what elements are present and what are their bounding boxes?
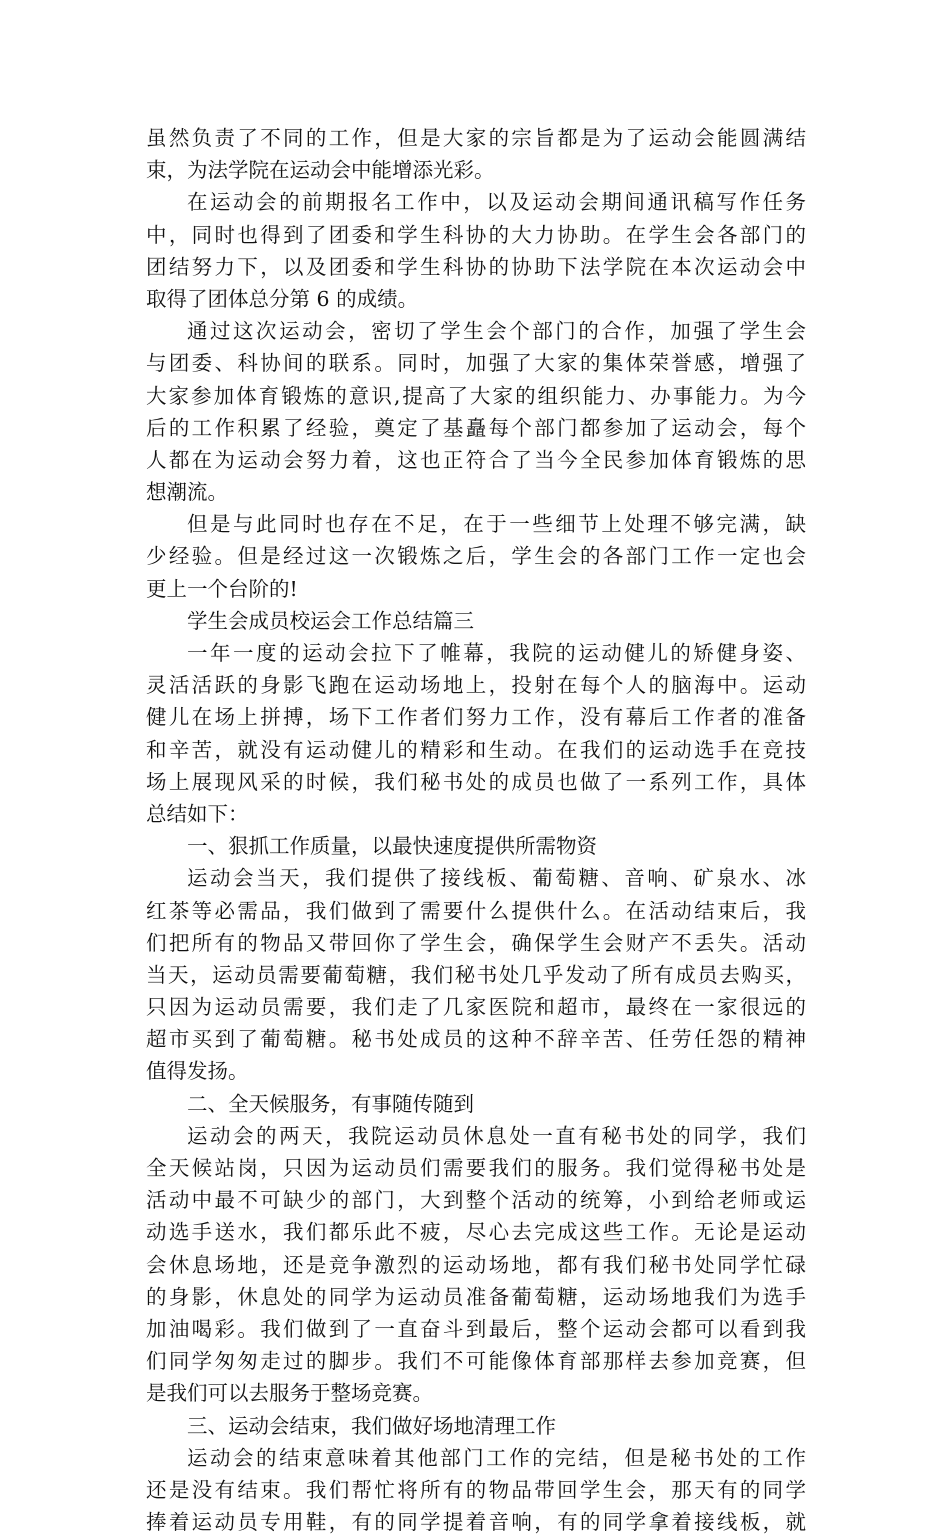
text-line: 们同学匆匆走过的脚步。我们不可能像体育部那样去参加竞赛，但 (146, 1349, 806, 1374)
text-line: 红茶等必需品，我们做到了需要什么提供什么。在活动结束后，我 (146, 898, 806, 923)
paragraph-first-line: 运动会的两天，我院运动员休息处一直有秘书处的同学，我们 (187, 1123, 806, 1148)
text-line: 健儿在场上拼搏，场下工作者们努力工作，没有幕后工作者的准备 (146, 705, 806, 730)
paragraph-first-line: 学生会成员校运会工作总结篇三 (187, 608, 474, 633)
text-line: 全天候站岗，只因为运动员们需要我们的服务。我们觉得秘书处是 (146, 1156, 806, 1180)
text-line: 活动中最不可缺少的部门，大到整个活动的统筹，小到给老师或运 (146, 1188, 806, 1213)
text-line: 和辛苦，就没有运动健儿的精彩和生动。在我们的运动选手在竞技 (146, 737, 806, 762)
text-line: 场上展现风采的时候，我们秘书处的成员也做了一系列工作，具体 (146, 769, 806, 794)
text-line: 还是没有结束。我们帮忙将所有的物品带回学生会，那天有的同学 (146, 1477, 806, 1502)
paragraph-first-line: 三、运动会结束，我们做好场地清理工作 (187, 1413, 556, 1438)
text-line: 总结如下： (146, 801, 249, 826)
text-line: 当天，运动员需要葡萄糖，我们秘书处几乎发动了所有成员去购买， (146, 962, 806, 987)
text-line: 捧着运动员专用鞋，有的同学提着音响，有的同学拿着接线板，就 (146, 1510, 806, 1535)
text-line: 灵活活跃的身影飞跑在运动场地上，投射在每个人的脑海中。运动 (146, 673, 806, 698)
document-body (146, 122, 806, 1538)
text-line: 值得发扬。 (146, 1059, 249, 1084)
paragraph-first-line: 运动会当天，我们提供了接线板、葡萄糖、音响、矿泉水、冰 (187, 866, 806, 891)
text-line: 团结努力下，以及团委和学生科协的协助下法学院在本次运动会中 (146, 254, 806, 279)
paragraph-first-line: 二、全天候服务，有事随传随到 (187, 1091, 474, 1116)
paragraph-first-line: 一年一度的运动会拉下了帷幕，我院的运动健儿的矫健身姿、 (187, 641, 806, 665)
text-line: 加油喝彩。我们做到了一直奋斗到最后，整个运动会都可以看到我 (146, 1316, 806, 1341)
paragraph-first-line: 在运动会的前期报名工作中，以及运动会期间通讯稿写作任务 (187, 190, 806, 215)
text-line: 与团委、科协间的联系。同时，加强了大家的集体荣誉感，增强了 (146, 351, 806, 376)
text-line: 取得了团体总分第 6 的成绩。 (146, 286, 419, 311)
paragraph-first-line: 通过这次运动会，密切了学生会个部门的合作，加强了学生会 (187, 319, 806, 344)
text-line: 更上一个台阶的! (146, 576, 298, 601)
text-line: 束，为法学院在运动会中能增添光彩。 (146, 158, 495, 183)
text-line: 的身影，休息处的同学为运动员准备葡萄糖，运动场地我们为选手 (146, 1284, 806, 1309)
text-line: 少经验。但是经过这一次锻炼之后，学生会的各部门工作一定也会 (146, 544, 806, 569)
text-line: 虽然负责了不同的工作，但是大家的宗旨都是为了运动会能圆满结 (146, 126, 806, 150)
text-line: 动选手送水，我们都乐此不疲，尽心去完成这些工作。无论是运动 (146, 1220, 806, 1245)
paragraph-first-line: 但是与此同时也存在不足，在于一些细节上处理不够完满，缺 (187, 512, 806, 537)
text-line: 中，同时也得到了团委和学生科协的大力协助。在学生会各部门的 (146, 222, 806, 247)
text-line: 大家参加体育锻炼的意识,提高了大家的组织能力、办事能力。为今 (146, 383, 806, 408)
paragraph-first-line: 一、狠抓工作质量，以最快速度提供所需物资 (187, 834, 597, 859)
text-line: 后的工作积累了经验，奠定了基矗每个部门都参加了运动会，每个 (146, 415, 806, 440)
paragraph-first-line: 运动会的结束意味着其他部门工作的完结，但是秘书处的工作 (187, 1445, 806, 1470)
text-line: 只因为运动员需要，我们走了几家医院和超市，最终在一家很远的 (146, 995, 806, 1020)
text-line: 会休息场地，还是竞争激烈的运动场地，都有我们秘书处同学忙碌 (146, 1252, 806, 1277)
text-line: 是我们可以去服务于整场竞赛。 (146, 1381, 433, 1406)
text-line: 超市买到了葡萄糖。秘书处成员的这种不辞辛苦、任劳任怨的精神 (146, 1027, 806, 1052)
text-line: 人都在为运动会努力着，这也正符合了当今全民参加体育锻炼的思 (146, 447, 806, 472)
text-line: 们把所有的物品又带回你了学生会，确保学生会财产不丢失。活动 (146, 930, 806, 955)
text-line: 想潮流。 (146, 480, 228, 505)
